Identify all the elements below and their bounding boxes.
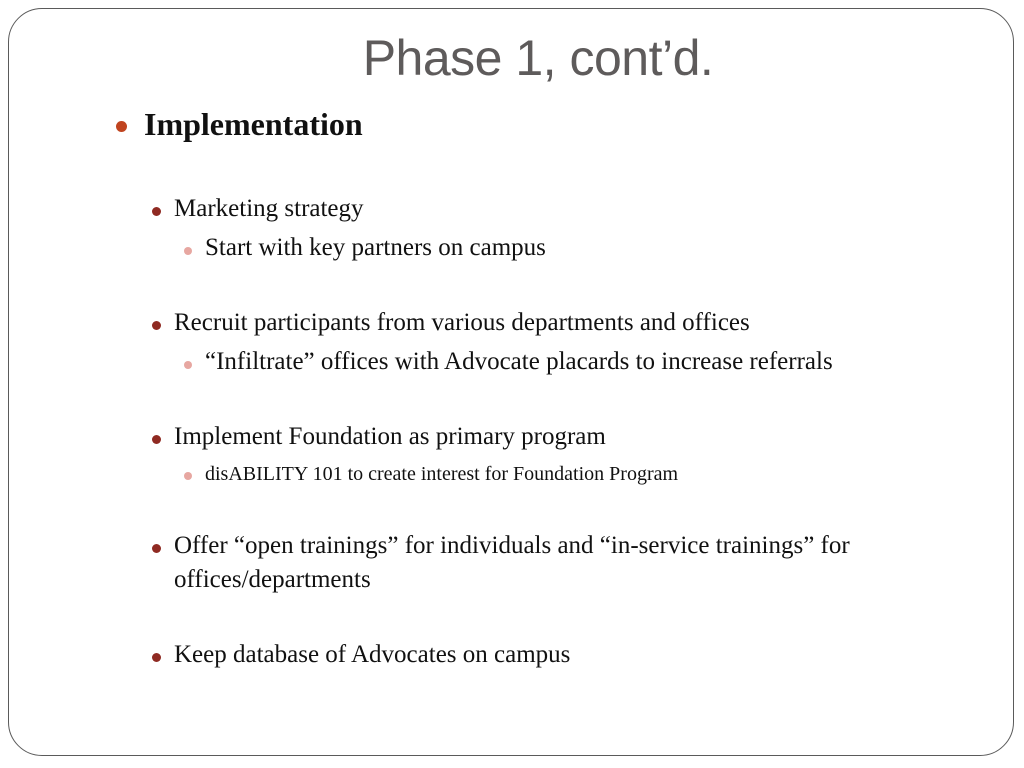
sub-list-item: “Infiltrate” offices with Advocate placards to increase referrals [205, 348, 833, 375]
level1-bullet-icon [116, 121, 127, 132]
level2-bullet-icon [152, 653, 161, 662]
list-item: Recruit participants from various departments and offices [174, 309, 750, 336]
list-item: Implement Foundation as primary program [174, 423, 606, 450]
section-heading: Implementation [144, 106, 363, 142]
level2-bullet-icon [152, 321, 161, 330]
level3-bullet-icon [184, 361, 192, 369]
sub-list-item: Start with key partners on campus [205, 234, 546, 261]
level2-bullet-icon [152, 544, 161, 553]
list-item: Offer “open trainings” for individuals and “in-service trainings” for [174, 532, 850, 559]
list-item: Marketing strategy [174, 195, 364, 222]
level3-bullet-icon [184, 247, 192, 255]
level2-bullet-icon [152, 435, 161, 444]
list-item-continuation: offices/departments [174, 566, 371, 593]
slide-title: Phase 1, cont’d. [362, 30, 714, 86]
list-item: Keep database of Advocates on campus [174, 641, 571, 668]
level3-bullet-icon [184, 472, 192, 480]
sub-list-item: disABILITY 101 to create interest for Foundation Program [205, 463, 679, 485]
level2-bullet-icon [152, 207, 161, 216]
